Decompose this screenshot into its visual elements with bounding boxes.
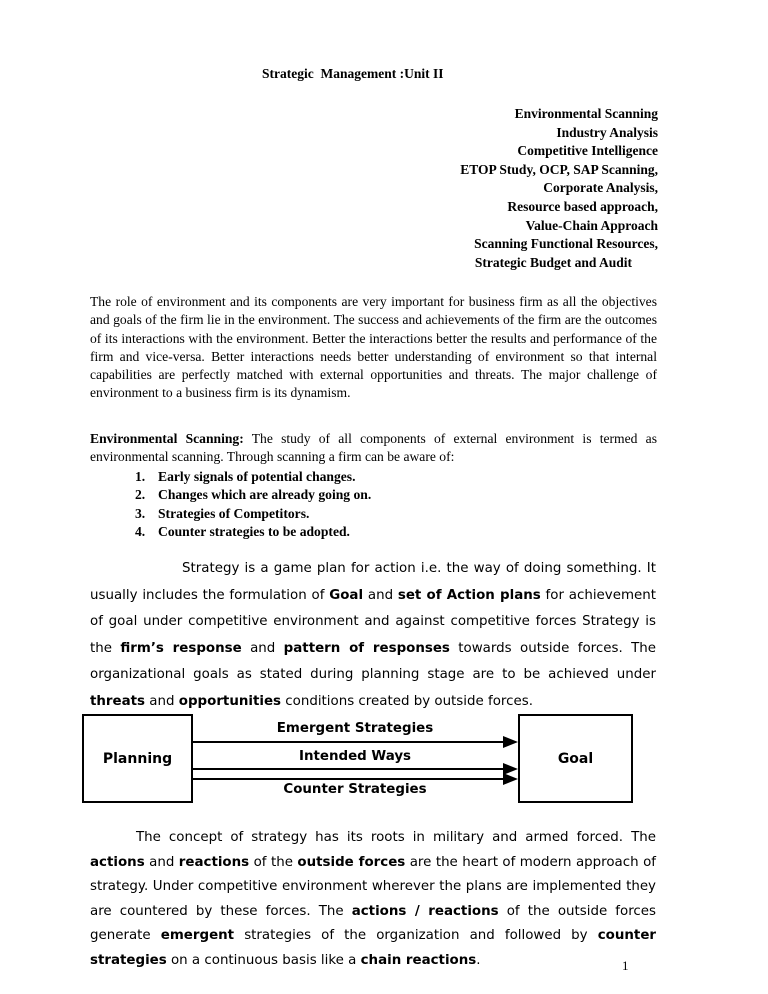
text-segment: and: [241, 640, 284, 656]
arrow-label-emergent: Emergent Strategies: [276, 721, 434, 736]
list-text: Strategies of Competitors.: [158, 505, 310, 521]
document-title: Strategic Management :Unit II: [262, 66, 444, 81]
planning-box: [82, 714, 193, 803]
text-segment: strategies of the organization and followed by: [234, 928, 598, 943]
bold-text: counter strategies: [90, 928, 657, 968]
goal-label: Goal: [557, 750, 594, 767]
topic-item: Resource based approach,: [507, 198, 658, 214]
bold-text: threats: [90, 693, 146, 709]
text-segment: of the: [249, 854, 298, 870]
strategy-paragraph: [90, 556, 656, 715]
text-segment: for achievement of goal under competitive environment and against competitive forces Strategy is the: [90, 587, 656, 656]
topic-list: [400, 105, 658, 272]
bold-text: emergent: [160, 928, 235, 943]
topic-item: Strategic Budget and Audit: [474, 254, 632, 270]
bold-text: opportunities: [178, 693, 282, 709]
list-item: [135, 505, 371, 523]
text-segment: on a continuous basis like a: [166, 952, 361, 968]
arrow-intended: [193, 763, 518, 775]
planning-label: Planning: [102, 750, 173, 767]
text-segment: and: [145, 693, 179, 709]
topic-item: Corporate Analysis,: [543, 180, 658, 196]
text-segment: The concept of strategy has its roots in military and armed forced. The: [136, 830, 656, 845]
bold-text: pattern of responses: [283, 640, 450, 656]
text-segment: are the heart of modern approach of strategy. Under competitive environment wherever the plans are implemented they are countered by these forces. The: [90, 854, 656, 919]
list-item: [135, 486, 371, 504]
text-segment: The role of environment and its components are very important for business firm as all the objectives and goals of the firm lie in the environment. The success and achievements of the firm are the outcomes of its interactions with the environment. Better the interactions better the results and performance of the firm and vice-versa. Better interactions needs better understanding of environment so that internal capabilities are perfectly matched with external opportunities and threats. The major challenge of environment to a business firm is its dynamism.: [90, 294, 657, 401]
list-number: 4.: [135, 523, 146, 539]
page-number: 1: [622, 958, 629, 973]
bold-text: firm’s response: [120, 640, 242, 656]
arrow-label-intended: Intended Ways: [298, 749, 412, 764]
text-segment: of the outside forces generate: [90, 903, 656, 943]
topic-item: Value-Chain Approach: [525, 217, 658, 233]
bold-text: outside forces: [297, 854, 406, 870]
arrow-emergent: [193, 736, 518, 748]
bold-text: chain reactions: [360, 952, 477, 968]
text-segment: and: [363, 587, 398, 603]
topic-item: Industry Analysis: [556, 124, 658, 140]
text-segment: Strategy is a game plan for action i.e. the way of doing something. It usually includes the formulation of: [90, 561, 656, 603]
bold-text: set of Action plans: [397, 587, 541, 603]
topic-item: Competitive Intelligence: [517, 143, 658, 159]
arrow-label-counter: Counter Strategies: [283, 782, 427, 797]
list-item: [135, 468, 371, 486]
text-segment: .: [476, 952, 481, 968]
list-number: 2.: [135, 487, 146, 503]
topic-item: ETOP Study, OCP, SAP Scanning,: [460, 161, 658, 177]
topic-item: Scanning Functional Resources,: [474, 236, 658, 252]
text-segment: and: [144, 854, 179, 870]
topic-item: Environmental Scanning: [514, 106, 658, 121]
list-text: Changes which are already going on.: [158, 487, 372, 503]
bold-text: Goal: [329, 587, 364, 603]
list-text: Counter strategies to be adopted.: [158, 523, 350, 539]
text-segment: The study of all components of external environment is termed as environmental scanning. Through scanning a firm can be aware of:: [90, 431, 657, 465]
bold-text: actions / reactions: [351, 903, 499, 919]
awareness-list: [135, 468, 371, 541]
concept-paragraph: [90, 826, 656, 973]
list-number: 1.: [135, 469, 146, 484]
list-text: Early signals of potential changes.: [158, 469, 356, 484]
intro-paragraph: [90, 293, 657, 403]
environmental-scanning-paragraph: [90, 430, 657, 467]
goal-box: [518, 714, 633, 803]
bold-text: reactions: [178, 854, 250, 870]
text-segment: towards outside forces. The organizational goals as stated during planning stage are to be achieved under: [90, 640, 656, 682]
bold-text: Environmental Scanning:: [90, 431, 244, 446]
text-segment: conditions created by outside forces.: [281, 693, 533, 709]
list-number: 3.: [135, 505, 146, 521]
list-item: [135, 523, 371, 541]
bold-text: actions: [90, 854, 145, 870]
